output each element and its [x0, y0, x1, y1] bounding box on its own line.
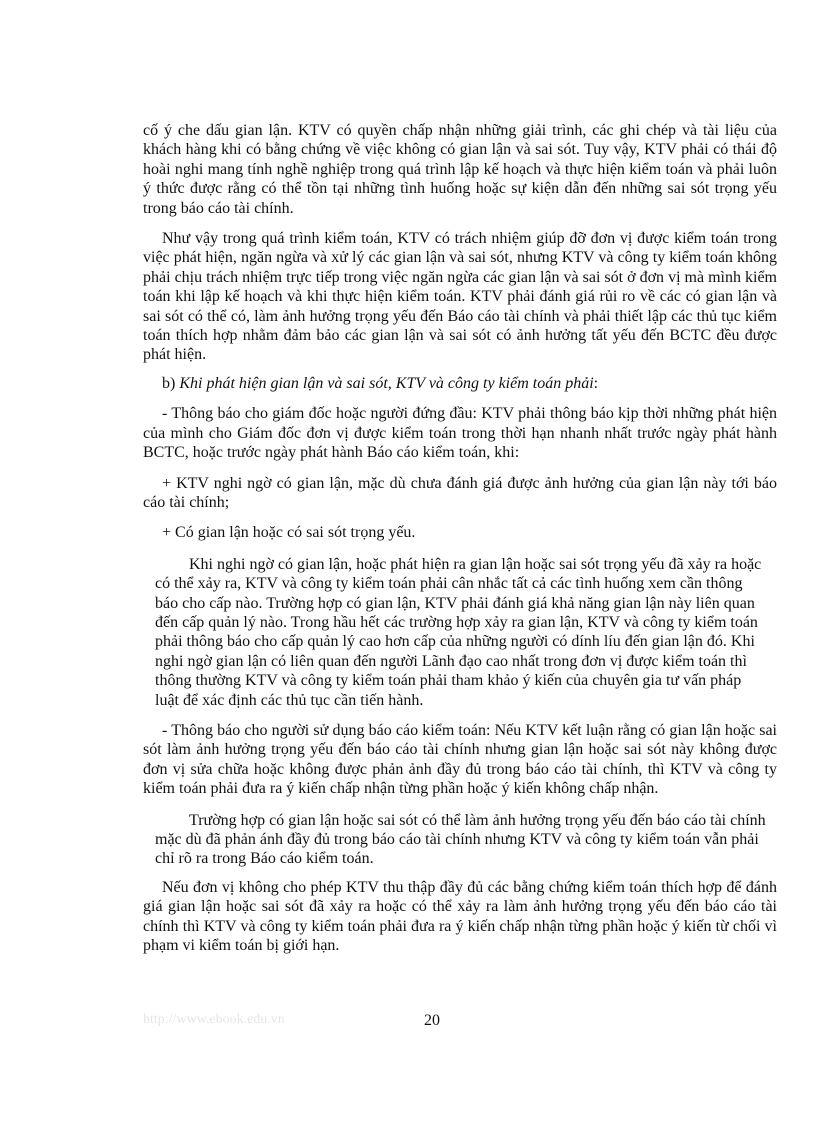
paragraph-notify-users: - Thông báo cho người sử dụng báo cáo kiểm toán: Nếu KTV kết luận rằng có gian lận hoặc sai sót làm ảnh hưởng trọng yếu đến báo cáo tài chính nhưng gian lận hoặc sai sót này không được đơn vị sửa chữa hoặc không được phản ảnh đầy đủ trong báo cáo tài chính, thì KTV và công ty kiểm toán phải đưa ra ý kiến chấp nhận từng phần hoặc ý kiến không chấp nhận. [143, 721, 777, 798]
bullet-suspicion: + KTV nghi ngờ có gian lận, mặc dù chưa đánh giá được ảnh hưởng của gian lận này tới báo cáo tài chính; [143, 474, 777, 511]
subheading-b-italic: Khi phát hiện gian lận và sai sót, KTV và công ty kiểm toán phải [179, 374, 594, 392]
bullet-material-misstatement: + Có gian lận hoặc có sai sót trọng yếu. [162, 524, 416, 542]
footer-watermark-url: http://www.ebook.edu.vn [143, 1012, 285, 1027]
page-number: 20 [424, 1012, 440, 1029]
body-text [143, 121, 777, 955]
subheading-b-prefix: b) [162, 374, 180, 392]
paragraph-1: cố ý che dấu gian lận. KTV có quyền chấp nhận những giải trình, các ghi chép và tài liệu của khách hàng khi có bằng chứng về việc không có gian lận và sai sót. Tuy vậy, KTV phải có thái độ hoài nghi mang tính nghề nghiệp trong quá trình lập kế hoạch và thực hiện kiểm toán và phải luôn ý thức được rằng có thể tồn tại những tình huống hoặc sự kiện dẫn đến những sai sót trọng yếu trong báo cáo tài chính. [143, 122, 777, 217]
paragraph-2: Như vậy trong quá trình kiểm toán, KTV có trách nhiệm giúp đỡ đơn vị được kiểm toán trong việc phát hiện, ngăn ngừa và xử lý các gian lận và sai sót, nhưng KTV và công ty kiểm toán không phải chịu trách nhiệm trực tiếp trong việc ngăn ngừa các gian lận và sai sót ở đơn vị mà mình kiểm toán khi lập kế hoạch và khi thực hiện kiểm toán. KTV phải đánh giá rủi ro về các có gian lận và sai sót có thể có, làm ảnh hưởng trọng yếu đến Báo cáo tài chính và phải thiết lập các thủ tục kiểm toán thích hợp nhằm đảm bảo các gian lận và sai sót có ảnh hưởng tất yếu đến BCTC đều được phát hiện. [143, 230, 777, 364]
paragraph-inset-1: Khi nghi ngờ có gian lận, hoặc phát hiện ra gian lận hoặc sai sót trọng yếu đã xảy ra hoặc có thể xảy ra, KTV và công ty kiểm toán phải cân nhắc tất cả các tình huống xem cần thông báo cho cấp nào. Trường hợp có gian lận, KTV phải đánh giá khả năng gian lận này liên quan đến cấp quản lý nào. Trong hầu hết các trường hợp xảy ra gian lận, KTV và công ty kiểm toán phải thông báo cho cấp quản lý cao hơn cấp của những người có dính líu đến gian lận đó. Khi nghi ngờ gian lận có liên quan đến người Lãnh đạo cao nhất trong đơn vị được kiểm toán thì thông thường KTV và công ty kiểm toán phải tham khảo ý kiến của chuyên gia tư vấn pháp luật để xác định các thủ tục cần tiến hành. [155, 555, 762, 709]
paragraph-inset-2: Trường hợp có gian lận hoặc sai sót có thể làm ảnh hưởng trọng yếu đến báo cáo tài chính mặc dù đã phản ánh đầy đủ trong báo cáo tài chính nhưng KTV và công ty kiểm toán vẫn phải chỉ rõ ra trong Báo cáo kiểm toán. [155, 811, 766, 868]
subheading-b-suffix: : [593, 374, 599, 392]
paragraph-limitation: Nếu đơn vị không cho phép KTV thu thập đầy đủ các bằng chứng kiểm toán thích hợp để đánh giá gian lận hoặc sai sót đã xảy ra hoặc có thể xảy ra làm ảnh hưởng trọng yếu đến báo cáo tài chính thì KTV và công ty kiểm toán phải đưa ra ý kiến chấp nhận từng phần hoặc ý kiến từ chối vì phạm vi kiểm toán bị giới hạn. [143, 878, 777, 955]
subheading-b [143, 374, 777, 393]
paragraph-notify-director: - Thông báo cho giám đốc hoặc người đứng đầu: KTV phải thông báo kịp thời những phát hiện của mình cho Giám đốc đơn vị được kiểm toán trong thời hạn nhanh nhất trước ngày phát hành BCTC, hoặc trước ngày phát hành Báo cáo kiểm toán, khi: [143, 405, 777, 462]
page-footer [0, 1012, 816, 1036]
